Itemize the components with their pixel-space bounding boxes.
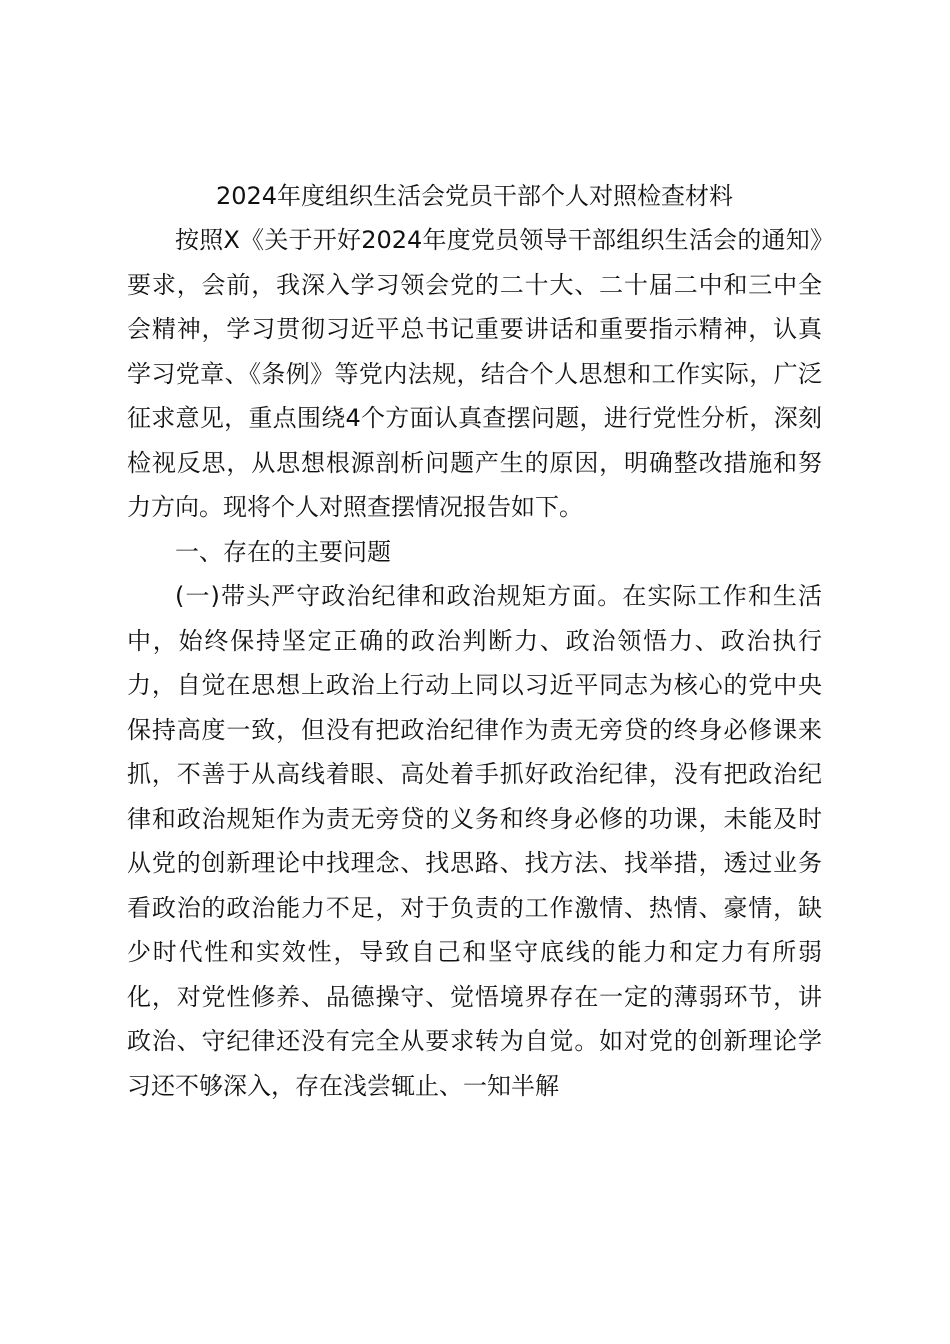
section-heading: 一、存在的主要问题 — [175, 537, 391, 566]
document-body — [127, 174, 822, 1108]
intro-paragraph: 按照X《关于开好2024年度党员领导干部组织生活会的通知》要求，会前，我深入学习领会党的二十大、二十届二中和三中全会精神，学习贯彻习近平总书记重要讲话和重要指示精神，认真学习党章、《条例》等党内法规，结合个人思想和工作实际，广泛征求意见，重点围绕4个方面认真查摆问题，进行党性分析，深刻检视反思，从思想根源剖析问题产生的原因，明确整改措施和努力方向。现将个人对照查摆情况报告如下。 — [127, 226, 822, 521]
document-title: 2024年度组织生活会党员干部个人对照检查材料 — [215, 182, 734, 210]
section-paragraph: (一)带头严守政治纪律和政治规矩方面。在实际工作和生活中，始终保持坚定正确的政治判断力、政治领悟力、政治执行力，自觉在思想上政治上行动上同以习近平同志为核心的党中央保持高度一致，但没有把政治纪律作为责无旁贷的终身必修课来抓，不善于从高线着眼、高处着手抓好政治纪律，没有把政治纪律和政治规矩作为责无旁贷的义务和终身必修的功课，未能及时从党的创新理论中找理念、找思路、找方法、找举措，透过业务看政治的政治能力不足，对于负责的工作激情、热情、豪情，缺少时代性和实效性，导致自己和坚守底线的能力和定力有所弱化，对党性修养、品德操守、觉悟境界存在一定的薄弱环节，讲政治、守纪律还没有完全从要求转为自觉。如对党的创新理论学习还不够深入，存在浅尝辄止、一知半解 — [127, 582, 822, 1100]
